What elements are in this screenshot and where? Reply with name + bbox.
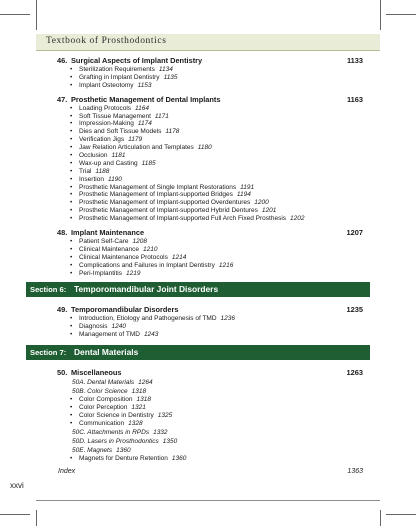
- bullet-icon: •: [70, 175, 73, 183]
- entry-title: Diagnosis: [79, 323, 108, 331]
- index-entry: [52, 468, 366, 478]
- bullet-icon: •: [70, 269, 73, 277]
- entry-page: 1179: [128, 136, 143, 144]
- toc-entry: [52, 455, 366, 463]
- chapter-page: 1263: [346, 368, 363, 378]
- chapter-heading: [52, 368, 366, 378]
- entry-title: Clinical Maintenance Protocols: [79, 253, 168, 261]
- entry-title: Color Perception: [79, 404, 128, 412]
- entry-title: Jaw Relation Articulation and Templates: [79, 144, 194, 152]
- toc-entry: [52, 136, 366, 144]
- bullet-icon: •: [70, 128, 73, 136]
- toc-entry: [52, 207, 366, 215]
- bullet-icon: •: [70, 253, 73, 261]
- entry-title: Prosthetic Management of Implant-supported Overdentures: [79, 199, 251, 207]
- chapter-number: 50.: [57, 368, 68, 378]
- subchapter-50a: 50A. Dental Materials 1264: [72, 379, 153, 387]
- chapter-49: [52, 305, 366, 339]
- entry-title: Clinical Maintenance: [79, 245, 139, 253]
- toc-entry: [52, 105, 366, 113]
- chapter-heading: [52, 95, 366, 105]
- toc-entry: [52, 254, 366, 262]
- entry-page: 1201: [261, 207, 277, 215]
- bullet-icon: •: [70, 104, 73, 112]
- entry-page: 1190: [107, 175, 122, 183]
- toc-entry: [52, 128, 366, 136]
- chapter-entries: [52, 315, 366, 339]
- bullet-icon: •: [70, 152, 73, 160]
- entry-page: 1191: [240, 183, 255, 191]
- chapter-heading: [52, 56, 366, 66]
- toc-entry: [52, 82, 366, 90]
- bullet-icon: •: [70, 73, 73, 81]
- entry-page: 1216: [218, 261, 234, 269]
- entry-page: 1164: [135, 104, 150, 112]
- subchapter-entries: [52, 396, 366, 428]
- section-title: Dental Materials: [74, 347, 139, 358]
- entry-page: 1135: [163, 73, 178, 81]
- bullet-icon: •: [70, 199, 73, 207]
- bottom-rule: [36, 500, 380, 501]
- bullet-icon: •: [70, 207, 73, 215]
- entry-title: Wax-up and Casting: [79, 159, 138, 167]
- bullet-icon: •: [70, 120, 73, 128]
- entry-title: Loading Protocols: [79, 104, 132, 112]
- toc-entry: [52, 113, 366, 121]
- subchapter-50e: 50E. Magnets 1360: [72, 446, 131, 454]
- entry-title: Prosthetic Management of Implant-supported Bridges: [79, 191, 233, 199]
- entry-page: 1188: [95, 167, 110, 175]
- toc-entry: [52, 215, 366, 223]
- chapter-number: 48.: [57, 228, 68, 238]
- bullet-icon: •: [70, 315, 73, 323]
- chapter-48: [52, 228, 366, 277]
- bullet-icon: •: [70, 238, 73, 246]
- entry-page: 1318: [136, 396, 151, 404]
- chapter-title: Prosthetic Management of Dental Implants: [71, 94, 221, 104]
- bullet-icon: •: [70, 331, 73, 339]
- running-header: [36, 34, 380, 51]
- bullet-icon: •: [70, 411, 73, 419]
- entry-title: Communication: [79, 419, 125, 427]
- chapter-title: Temporomandibular Disorders: [71, 305, 179, 315]
- entry-page: 1325: [157, 411, 173, 419]
- chapter-page: 1163: [346, 94, 363, 104]
- bullet-icon: •: [70, 66, 73, 73]
- bullet-icon: •: [70, 261, 73, 269]
- chapter-50: [52, 368, 366, 462]
- bullet-icon: •: [70, 81, 73, 89]
- bullet-icon: •: [70, 404, 73, 412]
- entry-page: 1174: [137, 120, 152, 128]
- toc-entry: [52, 396, 366, 404]
- entry-page: 1200: [254, 199, 269, 207]
- bullet-icon: •: [70, 112, 73, 120]
- chapter-entries: [52, 66, 366, 90]
- entry-title: Peri-Implantitis: [79, 269, 122, 277]
- page-number: xxvi: [10, 481, 24, 490]
- chapter-title: Miscellaneous: [71, 368, 122, 378]
- bullet-icon: •: [70, 323, 73, 331]
- bullet-icon: •: [70, 419, 73, 427]
- entry-page: 1219: [125, 269, 141, 277]
- entry-page: 1208: [132, 238, 147, 246]
- book-title: Textbook of Prosthodontics: [46, 36, 167, 46]
- section-6-banner: [26, 282, 370, 297]
- entry-page: 1181: [111, 152, 126, 160]
- chapter-number: 49.: [57, 305, 68, 315]
- toc-entry: [52, 74, 366, 82]
- entry-title: Verification Jigs: [79, 136, 125, 144]
- chapter-page: 1235: [346, 305, 363, 315]
- section-title: Temporomandibular Joint Disorders: [74, 284, 219, 295]
- bullet-icon: •: [70, 191, 73, 199]
- entry-title: Dies and Soft Tissue Models: [79, 128, 162, 136]
- toc-entry: [52, 120, 366, 128]
- bullet-icon: •: [70, 144, 73, 152]
- toc-entry: [52, 404, 366, 412]
- chapters-46-48: [52, 56, 366, 277]
- entry-title: Implant Osteotomy: [79, 81, 134, 89]
- entry-page: 1240: [111, 323, 127, 331]
- toc-entry: [52, 238, 366, 246]
- chapter-heading: [52, 228, 366, 238]
- toc-entry: [52, 420, 366, 428]
- entry-page: 1180: [197, 144, 212, 152]
- bullet-icon: •: [70, 454, 73, 462]
- entry-title: Prosthetic Management of Single Implant Restorations: [79, 183, 237, 191]
- section-label: Section 7:: [30, 348, 67, 358]
- entry-page: 1214: [171, 253, 187, 261]
- crop-marks-top: [0, 0, 416, 34]
- chapter-page: 1207: [346, 228, 363, 238]
- bullet-icon: •: [70, 159, 73, 167]
- entry-title: Occlusion: [79, 152, 108, 160]
- subchapter-50c: 50C. Attachments in RPDs 1332: [72, 428, 168, 436]
- entry-page: 1185: [141, 159, 156, 167]
- toc-entry: [52, 152, 366, 160]
- chapter-title: Implant Maintenance: [71, 228, 145, 238]
- toc-entry: [52, 168, 366, 176]
- entry-title: Trial: [79, 167, 92, 175]
- entry-title: Sterilization Requirements: [79, 66, 155, 73]
- toc-entry: [52, 191, 366, 199]
- entry-title: Management of TMD: [79, 331, 140, 339]
- bullet-icon: •: [70, 167, 73, 175]
- chapter-number: 47.: [57, 94, 68, 104]
- left-margin-strip: [0, 34, 36, 504]
- subchapter-50d: 50D. Lasers in Prosthodontics 1350: [72, 437, 178, 445]
- entry-title: Soft Tissue Management: [79, 112, 151, 120]
- entry-title: Impression-Making: [79, 120, 134, 128]
- entry-title: Prosthetic Management of Implant-supported Full Arch Fixed Prosthesis: [79, 215, 287, 223]
- entry-page: 1194: [236, 191, 251, 199]
- toc-entry: [52, 262, 366, 270]
- entry-page: 1360: [171, 454, 187, 462]
- entry-page: 1243: [143, 331, 159, 339]
- chapter-number: 46.: [57, 56, 68, 65]
- toc-entry: [52, 331, 366, 339]
- toc-entry: [52, 160, 366, 168]
- chapter-47: [52, 95, 366, 223]
- toc-entry: [52, 66, 366, 74]
- chapter-heading: [52, 305, 366, 315]
- entry-page: 1153: [137, 81, 152, 89]
- entry-title: Patient Self-Care: [79, 238, 129, 246]
- entry-title: Magnets for Denture Retention: [79, 454, 168, 462]
- chapter-title: Surgical Aspects of Implant Dentistry: [71, 56, 203, 65]
- toc-entry: [52, 176, 366, 184]
- crop-marks-bottom: [0, 504, 416, 526]
- entry-page: 1236: [220, 315, 236, 323]
- entry-title: Color Science in Dentistry: [79, 411, 154, 419]
- chapter-46: [52, 56, 366, 90]
- bullet-icon: •: [70, 215, 73, 223]
- toc-entry: [52, 412, 366, 420]
- toc-entry: [52, 199, 366, 207]
- bullet-icon: •: [70, 136, 73, 144]
- entry-title: Color Composition: [79, 396, 133, 404]
- chapter-entries: [52, 238, 366, 277]
- entry-page: 1210: [142, 245, 158, 253]
- entry-page: 1321: [131, 404, 146, 412]
- toc-entry: [52, 315, 366, 323]
- toc-entry: [52, 246, 366, 254]
- toc-entry: [52, 184, 366, 192]
- section-label: Section 6:: [30, 285, 67, 295]
- entry-page: 1178: [165, 128, 180, 136]
- entry-page: 1134: [158, 66, 173, 73]
- entry-page: 1202: [290, 215, 305, 223]
- entry-title: Grafting in Implant Dentistry: [79, 73, 160, 81]
- entry-title: Introduction, Etiology and Pathogenesis of TMD: [79, 315, 217, 323]
- subchapter-entries: [52, 455, 366, 463]
- entry-title: Prosthetic Management of Implant-supported Hybrid Dentures: [79, 207, 258, 215]
- toc-content: [30, 56, 366, 478]
- index-page: 1363: [347, 467, 363, 475]
- toc-entry: [52, 144, 366, 152]
- bullet-icon: •: [70, 396, 73, 404]
- entry-page: 1171: [154, 112, 169, 120]
- subchapter-50b: 50B. Color Science 1318: [72, 388, 147, 396]
- bullet-icon: •: [70, 183, 73, 191]
- section-7-banner: [26, 345, 370, 360]
- chapter-entries: [52, 105, 366, 223]
- entry-page: 1328: [128, 419, 143, 427]
- bullet-icon: •: [70, 245, 73, 253]
- toc-entry: [52, 270, 366, 278]
- index-label: Index: [58, 467, 76, 475]
- entry-title: Complications and Failures in Implant Dentistry: [79, 261, 215, 269]
- entry-title: Insertion: [79, 175, 104, 183]
- chapter-page: 1133: [346, 56, 363, 65]
- toc-entry: [52, 323, 366, 331]
